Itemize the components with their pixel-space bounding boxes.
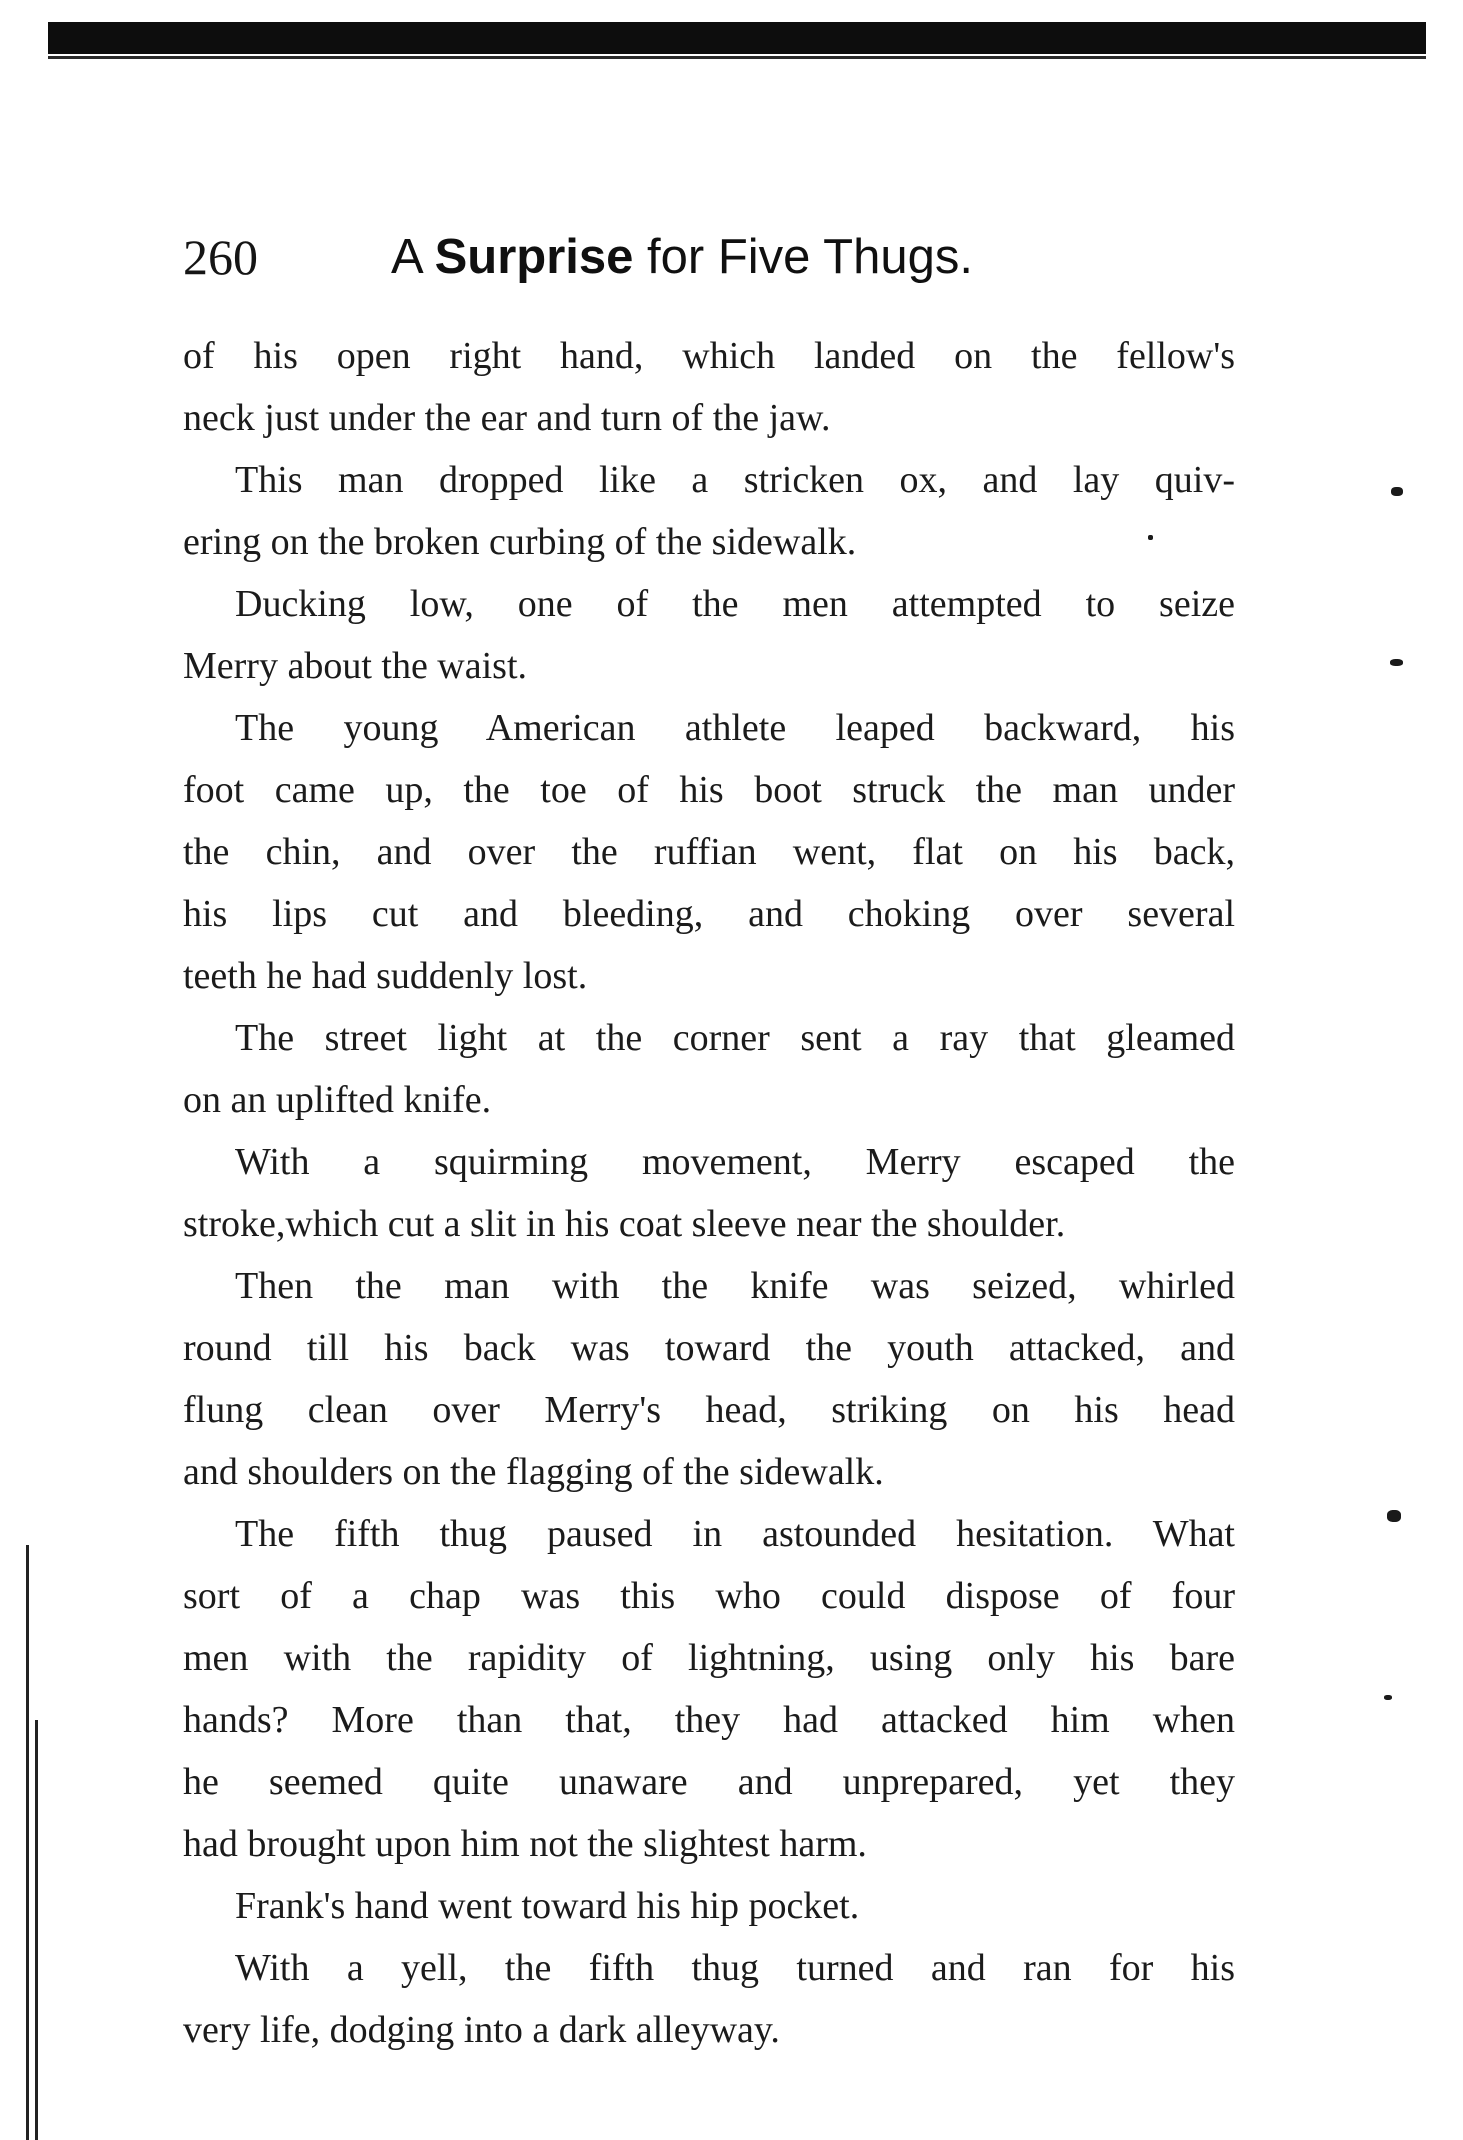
paragraph (183, 449, 1235, 573)
text-line: This man dropped like a stricken ox, and lay quiv- (235, 459, 1235, 501)
page-number: 260 (183, 229, 258, 285)
text-line: of his open right hand, which landed on the fellow's (183, 335, 1235, 377)
margin-mark (1387, 1510, 1401, 1522)
text-line: The fifth thug paused in astounded hesitation. What (235, 1513, 1235, 1555)
title-first-word: A (391, 230, 421, 284)
paragraph (183, 1007, 1235, 1131)
text-line: sort of a chap was this who could dispose of four (183, 1575, 1235, 1617)
text-line: teeth he had suddenly lost. (183, 955, 588, 997)
paragraph (183, 1875, 1235, 1937)
text-line: the chin, and over the ruffian went, flat on his back, (183, 831, 1235, 873)
paragraph (183, 1937, 1235, 2061)
paragraph (183, 325, 1235, 449)
text-line: Then the man with the knife was seized, whirled (235, 1265, 1235, 1307)
paragraph (183, 1131, 1235, 1255)
text-line: Ducking low, one of the men attempted to seize (235, 583, 1235, 625)
binding-edge (26, 1545, 29, 2140)
text-line: and shoulders on the flagging of the sidewalk. (183, 1451, 884, 1493)
text-line: very life, dodging into a dark alleyway. (183, 2009, 780, 2051)
top-border-bar (48, 22, 1426, 54)
text-line: on an uplifted knife. (183, 1079, 492, 1121)
paragraph (183, 1255, 1235, 1503)
text-line: men with the rapidity of lightning, using only his bare (183, 1637, 1235, 1679)
text-line: had brought upon him not the slightest harm. (183, 1823, 867, 1865)
margin-mark (1148, 535, 1153, 540)
text-line: ering on the broken curbing of the sidewalk. (183, 521, 857, 563)
margin-mark (1391, 487, 1403, 496)
text-line: neck just under the ear and turn of the jaw. (183, 397, 831, 439)
text-line: flung clean over Merry's head, striking on his head (183, 1389, 1235, 1431)
paragraph (183, 573, 1235, 697)
binding-edge (35, 1720, 38, 2140)
text-line: round till his back was toward the youth attacked, and (183, 1327, 1235, 1369)
title-rest: for Five Thugs. (647, 230, 973, 284)
text-line: The street light at the corner sent a ray that gleamed (235, 1017, 1235, 1059)
text-line: Merry about the waist. (183, 645, 528, 687)
text-line: The young American athlete leaped backward, his (235, 707, 1235, 749)
title-bold-word: Surprise (434, 230, 634, 284)
margin-mark (1384, 1695, 1392, 1700)
page-header (183, 222, 1233, 292)
text-line: he seemed quite unaware and unprepared, yet they (183, 1761, 1235, 1803)
running-title (391, 222, 973, 292)
margin-mark (1390, 659, 1403, 666)
text-line: hands? More than that, they had attacked him when (183, 1699, 1235, 1741)
paragraph (183, 697, 1235, 1007)
text-line: With a yell, the fifth thug turned and ran for his (235, 1947, 1235, 1989)
text-line: With a squirming movement, Merry escaped the (235, 1141, 1235, 1183)
text-line: his lips cut and bleeding, and choking over several (183, 893, 1235, 935)
text-line: Frank's hand went toward his hip pocket. (235, 1885, 860, 1927)
text-line: stroke,which cut a slit in his coat sleeve near the shoulder. (183, 1203, 1066, 1245)
text-line: foot came up, the toe of his boot struck the man under (183, 769, 1235, 811)
body-text (183, 325, 1235, 2061)
paragraph (183, 1503, 1235, 1875)
